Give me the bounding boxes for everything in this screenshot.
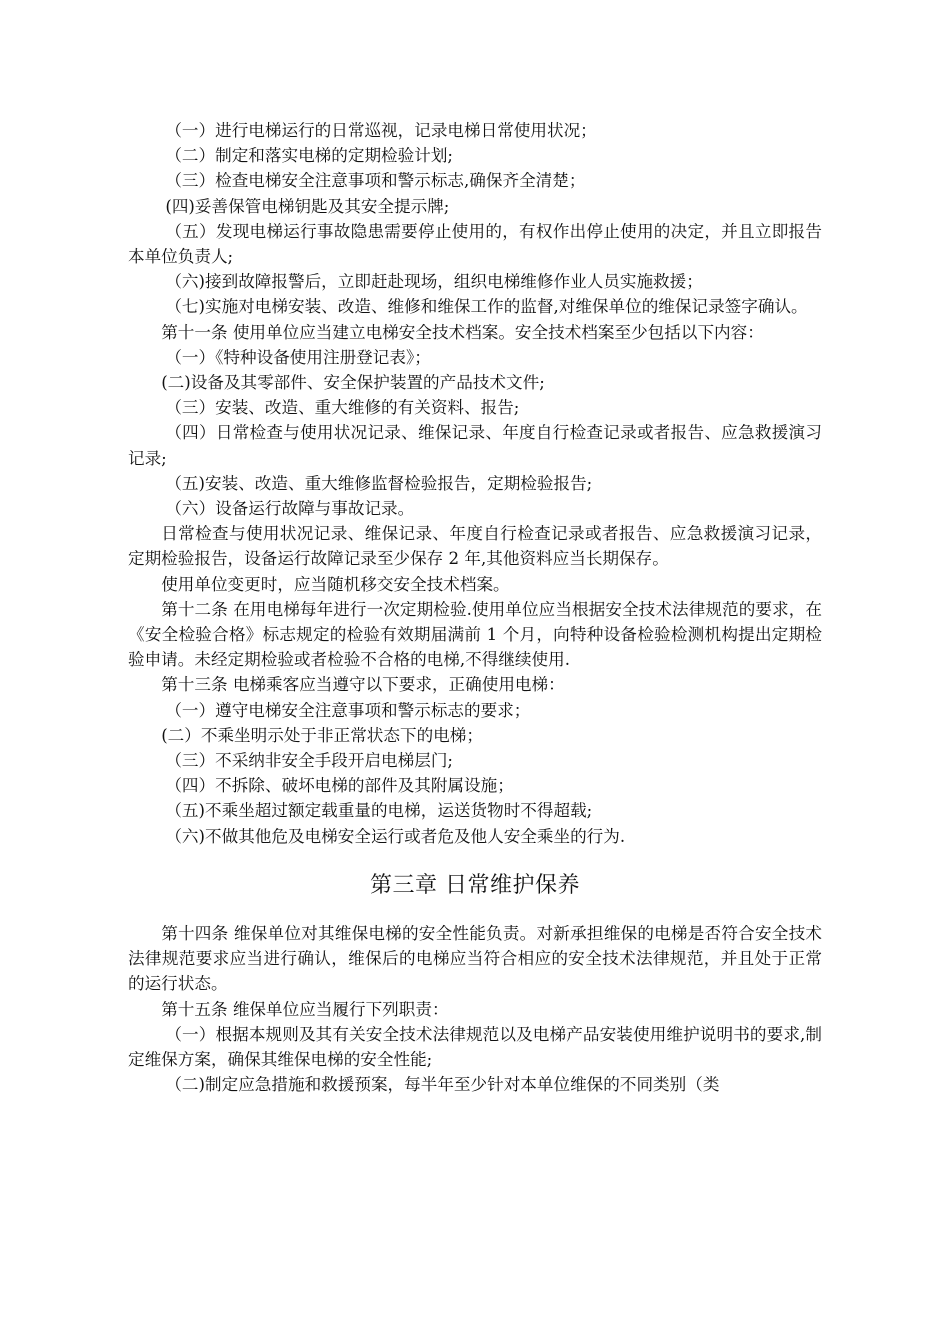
passenger-item-4: （四）不拆除、破坏电梯的部件及其附属设施； [165,776,514,796]
passenger-item-2: (二）不乘坐明示处于非正常状态下的电梯； [161,725,483,745]
passenger-item-1: （一）遵守电梯安全注意事项和警示标志的要求； [165,700,531,720]
archive-item-5: （五)安装、改造、重大维修监督检验报告，定期检验报告; [165,473,593,493]
passenger-item-6: （六)不做其他危及电梯安全运行或者危及他人安全乘坐的行为. [165,826,626,846]
retention-paragraph: 日常检查与使用状况记录、维保记录、年度自行检查记录或者报告、应急救援演习记录，定期检验报告，设备运行故障记录至少保存 2 年,其他资料应当长期保存。 [128,524,822,569]
passenger-item-3: （三）不采纳非安全手段开启电梯层门; [165,751,454,771]
duty-item-5: （五）发现电梯运行事故隐患需要停止使用的，有权作出停止使用的决定，并且立即报告本单位负责人; [128,221,822,267]
maintenance-item-1: （一）根据本规则及其有关安全技术法律规范以及电梯产品安装使用维护说明书的要求,制定维保方案，确保其维保电梯的安全性能; [128,1024,822,1069]
archive-item-2: (二)设备及其零部件、安全保护装置的产品技术文件; [161,373,545,393]
transfer-paragraph: 使用单位变更时，应当随机移交安全技术档案。 [161,574,510,594]
article-11-intro: 第十一条 使用单位应当建立电梯安全技术档案。安全技术档案至少包括以下内容： [161,322,764,342]
duty-item-7: （七)实施对电梯安装、改造、维修和维保工作的监督,对维保单位的维保记录签字确认。 [165,297,808,317]
archive-item-1: （一）《特种设备使用注册登记表》； [165,347,431,367]
duty-item-3: （三）检查电梯安全注意事项和警示标志,确保齐全清楚； [165,171,586,191]
duty-item-2: （二）制定和落实电梯的定期检验计划; [165,146,454,166]
maintenance-item-2: （二)制定应急措施和救援预案，每半年至少针对本单位维保的不同类别（类 [165,1075,720,1095]
archive-item-6: （六）设备运行故障与事故记录。 [165,499,415,519]
duty-item-4: (四)妥善保管电梯钥匙及其安全提示牌; [165,196,450,216]
duty-item-6: （六)接到故障报警后，立即赶赴现场，组织电梯维修作业人员实施救援； [165,272,703,292]
article-14: 第十四条 维保单位对其维保电梯的安全性能负责。对新承担维保的电梯是否符合安全技术法律规范要求应当进行确认，维保后的电梯应当符合相应的安全技术法律规范，并且处于正常的运行状态。 [128,923,822,994]
article-12: 第十二条 在用电梯每年进行一次定期检验.使用单位应当根据安全技术法律规范的要求，在《安全检验合格》标志规定的检验有效期届满前 1 个月，向特种设备检验检测机构提出定期检验申请。未经定期检验或者检验不合格的电梯,不得继续使用. [128,599,822,670]
archive-item-4: （四）日常检查与使用状况记录、维保记录、年度自行检查记录或者报告、应急救援演习记录; [128,423,822,468]
article-15-intro: 第十五条 维保单位应当履行下列职责： [161,999,449,1019]
passenger-item-5: （五)不乘坐超过额定载重量的电梯，运送货物时不得超载; [165,801,593,821]
archive-item-3: （三）安装、改造、重大维修的有关资料、报告; [165,398,520,418]
article-13-intro: 第十三条 电梯乘客应当遵守以下要求，正确使用电梯： [161,675,565,695]
chapter-heading-block [128,849,822,921]
duty-item-1: （一）进行电梯运行的日常巡视，记录电梯日常使用状况； [165,121,597,140]
document-page [128,118,822,1097]
chapter-title: 第三章 日常维护保养 [370,872,580,898]
